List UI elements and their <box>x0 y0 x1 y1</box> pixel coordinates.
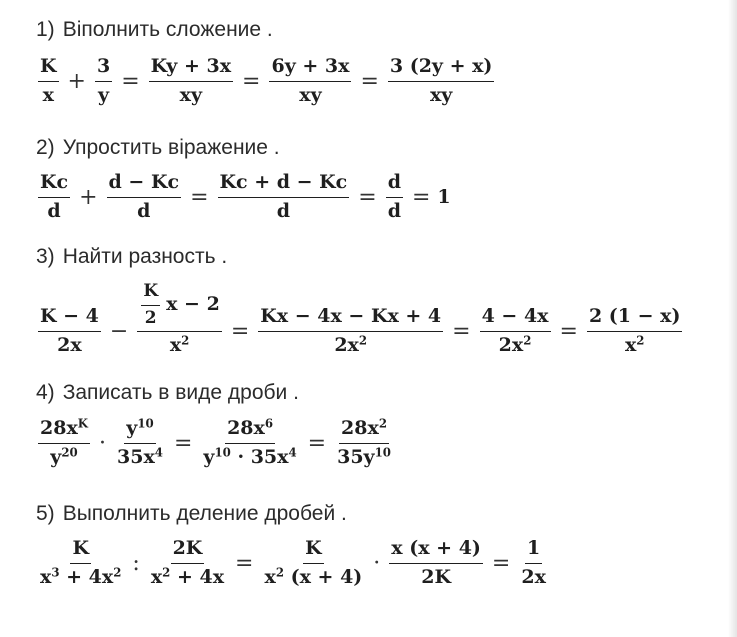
exponent: 2 <box>275 565 284 580</box>
expression-2 <box>36 172 451 223</box>
denominator <box>497 332 534 357</box>
fraction <box>38 172 70 223</box>
exponent: 10 <box>374 445 391 460</box>
base: x <box>150 565 163 588</box>
numerator: 3 <box>95 56 112 82</box>
equals-sign: = <box>452 318 471 344</box>
denominator: d <box>47 199 61 222</box>
exponent: K <box>77 416 89 431</box>
denominator <box>262 564 364 589</box>
fraction <box>149 56 233 107</box>
base: 35x <box>250 445 289 468</box>
task-1-text: Віполнить сложение . <box>62 18 273 41</box>
base: 35y <box>337 445 375 468</box>
exponent: 2 <box>523 333 532 348</box>
term: + 4x <box>59 565 114 588</box>
base: x <box>40 565 52 588</box>
denominator: x <box>42 83 54 106</box>
exponent: 2 <box>358 333 368 348</box>
denominator: 2K <box>421 565 451 588</box>
fraction <box>386 172 403 223</box>
denominator: xy <box>179 83 203 106</box>
equals-sign: = <box>411 184 431 210</box>
fraction <box>38 56 59 107</box>
fraction <box>269 56 351 107</box>
fraction <box>480 306 551 357</box>
exponent: 3 <box>51 565 60 580</box>
numerator: d − Kc <box>107 172 182 198</box>
base: 28x <box>341 417 379 439</box>
multiply-dot: · <box>99 430 107 456</box>
task-2-text: Упростить віражение . <box>62 136 280 159</box>
exponent: 10 <box>137 416 154 431</box>
base: 28x <box>227 417 265 439</box>
exponent: 20 <box>61 445 78 460</box>
task-1-heading <box>36 18 273 42</box>
plus-sign: + <box>67 68 86 94</box>
fraction <box>587 306 683 357</box>
equals-sign: = <box>235 550 254 576</box>
numerator: 2 (1 − x) <box>587 306 683 332</box>
numerator: Kx − 4x − Kx + 4 <box>258 306 443 332</box>
exponent: 2 <box>162 565 171 580</box>
numerator: Kc <box>38 172 70 198</box>
numerator: d <box>386 172 403 198</box>
denominator <box>201 444 298 469</box>
numerator: 2K <box>171 538 205 564</box>
base: 28x <box>40 417 78 439</box>
task-4-text: Записать в виде дроби . <box>62 381 299 404</box>
numerator: Kc + d − Kc <box>218 172 350 198</box>
numerator: K <box>70 538 91 564</box>
inner-fraction <box>141 282 160 328</box>
equals-sign: = <box>360 68 379 94</box>
denominator <box>332 332 369 357</box>
task-5-heading <box>36 502 347 526</box>
fraction <box>389 538 483 589</box>
base: 35x <box>117 445 155 468</box>
base: x <box>169 334 182 357</box>
denominator: d <box>137 199 151 222</box>
numerator <box>137 282 221 332</box>
fraction <box>258 306 443 357</box>
fraction <box>519 538 548 589</box>
numerator: Ky + 3x <box>149 56 233 82</box>
equals-sign: = <box>307 430 327 456</box>
task-3-number: 3) <box>36 245 55 268</box>
task-2-heading <box>36 136 280 160</box>
complex-fraction <box>137 282 221 357</box>
numerator: 4 − 4x <box>480 306 551 332</box>
equals-sign: = <box>491 550 511 576</box>
denominator: y <box>98 83 110 106</box>
base: y <box>126 417 138 439</box>
fraction <box>95 56 112 107</box>
fraction <box>218 172 350 223</box>
denominator: xy <box>429 83 453 106</box>
base: 2x <box>334 333 359 356</box>
equals-sign: = <box>242 68 261 94</box>
denominator <box>335 444 393 469</box>
equals-sign: = <box>230 318 250 344</box>
fraction <box>38 418 90 469</box>
numerator: K <box>303 538 324 564</box>
base: 2x <box>498 333 524 356</box>
numerator-rest: x − 2 <box>166 293 220 316</box>
exponent: 10 <box>214 445 231 460</box>
fraction <box>149 538 226 589</box>
plus-sign: + <box>79 184 98 210</box>
task-2-number: 2) <box>36 136 55 159</box>
base: x <box>264 565 276 588</box>
exponent: 4 <box>288 445 297 460</box>
multiply-dot: · <box>373 550 381 576</box>
denominator <box>168 332 192 357</box>
base: y <box>203 445 215 468</box>
denominator <box>115 444 165 469</box>
expression-1 <box>36 56 496 107</box>
numerator: 1 <box>525 538 542 564</box>
numerator: 3 (2y + x) <box>388 56 495 82</box>
fraction <box>388 56 495 107</box>
exponent: 2 <box>378 416 388 431</box>
denominator <box>623 332 647 357</box>
expression-3 <box>36 282 684 357</box>
expression-5 <box>36 538 550 589</box>
minus-sign: − <box>109 318 129 344</box>
equals-sign: = <box>358 184 377 210</box>
numerator: K − 4 <box>38 306 101 332</box>
numerator <box>38 418 90 444</box>
equals-sign: = <box>190 184 209 210</box>
fraction <box>335 418 393 469</box>
exponent: 4 <box>154 445 163 460</box>
denominator: d <box>387 199 401 222</box>
base: x <box>624 333 637 356</box>
exponent: 2 <box>181 333 190 348</box>
numerator: K <box>141 282 160 306</box>
right-edge-shadow <box>728 0 737 637</box>
task-3-heading <box>36 245 227 269</box>
numerator: K <box>38 56 59 82</box>
term: + 4x <box>170 565 225 588</box>
numerator <box>339 418 389 444</box>
denominator: xy <box>299 83 322 106</box>
denominator: 2x <box>57 333 82 356</box>
equals-sign: = <box>173 430 193 456</box>
denominator <box>149 564 226 589</box>
equals-sign: = <box>559 318 578 344</box>
exponent: 6 <box>264 416 274 431</box>
exponent: 2 <box>113 565 122 580</box>
numerator <box>225 418 275 444</box>
division-sign: : <box>132 550 140 576</box>
fraction <box>38 538 123 589</box>
denominator: 2x <box>521 565 546 588</box>
denominator <box>48 444 79 469</box>
task-5-text: Выполнить деление дробей . <box>62 502 347 525</box>
expression-4 <box>36 418 395 469</box>
fraction <box>115 418 165 469</box>
fraction <box>107 172 182 223</box>
fraction <box>201 418 298 469</box>
task-4-number: 4) <box>36 381 55 404</box>
result-value: 1 <box>437 186 451 209</box>
base: y <box>50 445 62 468</box>
numerator: x (x + 4) <box>389 538 483 564</box>
task-4-heading <box>36 381 299 405</box>
fraction <box>262 538 364 589</box>
multiply-dot: · <box>230 445 251 468</box>
task-1-number: 1) <box>36 18 55 41</box>
denominator <box>38 564 123 589</box>
equals-sign: = <box>121 68 140 94</box>
task-3-text: Найти разность . <box>62 245 228 268</box>
exponent: 2 <box>636 333 645 348</box>
task-5-number: 5) <box>36 502 55 525</box>
numerator: 6y + 3x <box>269 56 351 82</box>
term: (x + 4) <box>284 565 363 588</box>
fraction <box>38 306 101 357</box>
denominator: d <box>276 199 291 222</box>
numerator <box>124 418 155 444</box>
denominator: 2 <box>144 307 157 328</box>
